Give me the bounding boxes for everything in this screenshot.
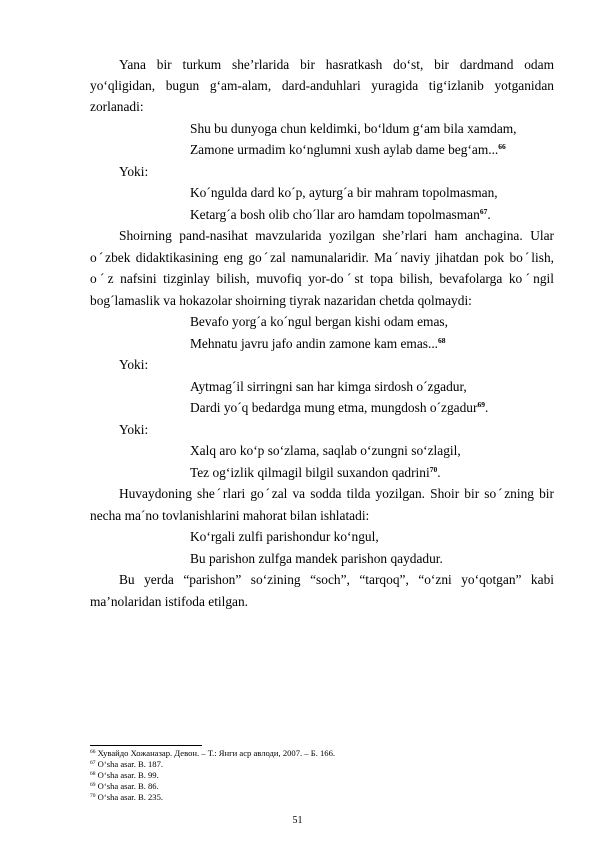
paragraph-4-line-2: ma’nolaridan istifoda etilgan. (90, 594, 249, 609)
footnote-ref-68[interactable]: 68 (438, 336, 446, 345)
paragraph-2-line-4: bogˊlamaslik va hokazolar shoirning tiyrak nazaridan chetda qolmaydi: (90, 293, 472, 308)
yoki-label-2: Yoki: (119, 357, 149, 372)
poem-5-line-2-text: Tez og‘izlik qilmagil bilgil suxandon qadrini (190, 465, 430, 480)
poem-4-line-2: Dardi yoˊq bedardga mung etma, mungdosh oˊzgadur$^{69}$. (190, 400, 489, 415)
footnote-ref-66[interactable]: 66 (498, 142, 506, 151)
poem-5-line-1: Xalq aro ko‘p so‘zlama, saqlab o‘zungni so‘zlagil, (190, 443, 461, 458)
poem-4-line-1: Aytmagˊil sirringni san har kimga sirdosh oˊzgadur, (190, 379, 467, 394)
poem-2-line-1: Koˊngulda dard koˊp, ayturgˊa bir mahram topolmasman, (190, 185, 498, 200)
poem-6-line-1: Ko‘rgali zulfi parishondur ko‘ngul, (190, 529, 379, 544)
poem-2-line-2: Ketargˊa bosh olib choˊllar aro hamdam topolmasman$^{67}$. (190, 207, 491, 222)
poem-3-line-2-text: Mehnatu javru jafo andin zamone kam emas... (190, 336, 439, 351)
poem-3-line-1: Bevafo yorgˊa koˊngul bergan kishi odam emas, (190, 314, 448, 329)
paragraph-1-line-1: Yana bir turkum she’rlarida bir hasratkash do‘st, bir dardmand odam (119, 57, 554, 72)
poem-5-line-2: Tez og‘izlik qilmagil bilgil suxandon qadrini$^{70}$. (190, 465, 441, 480)
footnote-ref-67[interactable]: 67 (479, 207, 488, 216)
paragraph-3-line-1: Huvaydoning sheˊrlari goˊzal va sodda tilda yozilgan. Shoir bir soˊzning bir (119, 486, 554, 501)
footnote-ref-69[interactable]: 69 (477, 400, 485, 409)
footnote-text: O‘sha asar. B. 86. (97, 781, 159, 791)
footnote-68 (90, 770, 159, 781)
yoki-label-3: Yoki: (119, 422, 149, 437)
footnote-number: 68 (90, 771, 96, 777)
footnote-67 (90, 759, 163, 770)
paragraph-2-line-1: Shoirning pand-nasihat mavzularida yozilgan she’rlari ham anchagina. Ular (119, 228, 554, 243)
footnote-70 (90, 792, 163, 803)
footnote-number: 66 (90, 749, 96, 755)
paragraph-2-line-3: oˊz nafsini tizginlay bilish, muvofiq yor-doˊst topa bilish, bevafolarga koˊngil (90, 271, 554, 286)
paragraph-3-line-2: necha maˊno tovlanishlarini mahorat bilan ishlatadi: (90, 508, 370, 523)
paragraph-4-line-1: Bu yerda “parishon” so‘zining “soch”, “tarqoq”, “o‘zni yo‘qotgan” kabi (119, 572, 554, 587)
yoki-label-1: Yoki: (119, 164, 149, 179)
paragraph-2-line-2: oˊzbek didaktikasining eng goˊzal namunalaridir. Maˊnaviy jihatdan pok boˊlish, (90, 250, 554, 265)
footnote-number: 69 (90, 782, 96, 788)
footnote-69 (90, 781, 159, 792)
footnote-number: 67 (90, 760, 96, 766)
paragraph-1-line-2: yo‘qligidan, bugun g‘am-alam, dard-anduhlari yuragida tig‘izlanib yotganidan (90, 78, 554, 93)
footnote-number: 70 (90, 793, 96, 799)
poem-1-line-2 (190, 139, 506, 160)
footnote-divider (90, 745, 202, 746)
footnote-ref-70[interactable]: 70 (429, 465, 438, 474)
footnote-text: Хувайдо Хожаназар. Девон. – Т.: Янги аср авлоди, 2007. – Б. 166. (97, 748, 336, 758)
footnote-66 (90, 748, 335, 759)
poem-2-line-2-text: Ketargˊa bosh olib choˊllar aro hamdam topolmasman (190, 207, 480, 222)
footnote-text: O‘sha asar. B. 235. (97, 792, 164, 802)
poem-3-line-2 (190, 333, 446, 354)
footnote-text: O‘sha asar. B. 187. (97, 759, 164, 769)
page-number: 51 (292, 815, 303, 826)
poem-1-line-2-text: Zamone urmadim ko‘nglumni xush aylab dame beg‘am... (190, 142, 499, 157)
poem-1-line-1: Shu bu dunyoga chun keldimki, bo‘ldum g‘am bila xamdam, (190, 121, 517, 136)
paragraph-1-line-3: zorlanadi: (90, 99, 144, 114)
poem-4-line-2-text: Dardi yoˊq bedardga mung etma, mungdosh oˊzgadur (190, 400, 478, 415)
footnote-text: O‘sha asar. B. 99. (97, 770, 159, 780)
poem-6-line-2: Bu parishon zulfga mandek parishon qaydadur. (190, 551, 443, 566)
